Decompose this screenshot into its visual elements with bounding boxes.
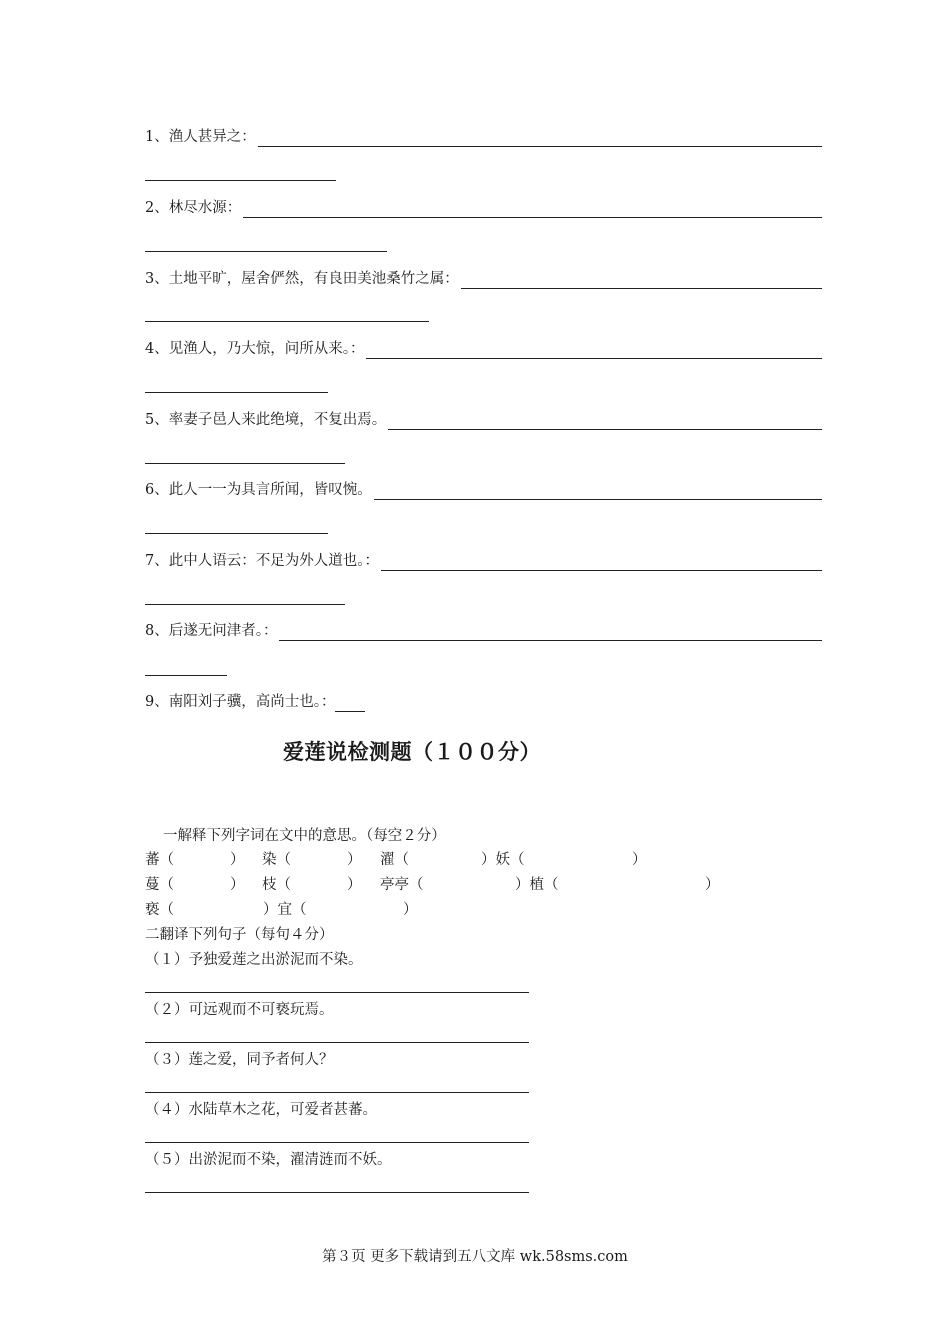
answer-line-continued[interactable]: [145, 251, 387, 252]
section1-heading: 一解释下列字词在文中的意思。（每空２分）: [163, 828, 446, 844]
answer-line-continued[interactable]: [145, 463, 345, 464]
question-8: [145, 621, 822, 641]
question-6: [145, 480, 822, 500]
answer-line[interactable]: [374, 483, 822, 500]
answer-line[interactable]: [381, 554, 822, 571]
question-text: 4、见渔人，乃大惊，问所从来。：: [145, 341, 365, 357]
question-text: 9、南阳刘子骥，高尚士也。：: [145, 694, 336, 710]
word-close: ）: [347, 852, 362, 868]
answer-line-continued[interactable]: [145, 392, 328, 393]
word-label: 染（: [262, 852, 291, 868]
answer-line[interactable]: [461, 272, 822, 289]
answer-line[interactable]: [258, 130, 822, 147]
word-label: ）植（: [515, 877, 559, 893]
word-label: ）宜（: [263, 902, 307, 918]
answer-line-continued[interactable]: [145, 533, 328, 534]
sentence-item: （１）予独爱莲之出淤泥而不染。: [145, 952, 363, 968]
word-label: ）妖（: [481, 852, 525, 868]
answer-line[interactable]: [335, 697, 365, 712]
answer-line[interactable]: [388, 413, 822, 430]
question-text: 5、率妻子邑人来此绝境，不复出焉。: [145, 412, 387, 428]
answer-line-continued[interactable]: [145, 604, 345, 605]
answer-line[interactable]: [145, 1142, 529, 1143]
section2-heading: 二翻译下列句子（每句４分）: [145, 927, 334, 943]
answer-line-continued[interactable]: [145, 675, 227, 676]
answer-line[interactable]: [279, 624, 822, 641]
word-label: 亵（: [145, 902, 174, 918]
word-label: 亭亭（: [380, 877, 424, 893]
word-close: ）: [230, 877, 245, 893]
answer-line[interactable]: [243, 201, 822, 218]
sentence-item: （３）莲之爱，同予者何人？: [145, 1052, 334, 1068]
answer-line[interactable]: [145, 992, 529, 993]
page-footer: 第３页 更多下载请到五八文库 wk.58sms.com: [322, 1249, 628, 1265]
word-close: ）: [347, 877, 362, 893]
answer-line[interactable]: [366, 342, 822, 359]
answer-line-continued[interactable]: [145, 321, 429, 322]
question-3: [145, 269, 822, 289]
question-text: 1、渔人甚异之：: [145, 129, 256, 145]
question-7: [145, 551, 822, 571]
question-9: [145, 692, 365, 712]
question-2: [145, 198, 822, 218]
sentence-item: （５）出淤泥而不染，濯清涟而不妖。: [145, 1152, 392, 1168]
question-4: [145, 339, 822, 359]
page-title: 爱莲说检测题（１００分）: [283, 740, 541, 764]
question-text: 7、此中人语云：不足为外人道也。：: [145, 553, 379, 569]
answer-line[interactable]: [145, 1192, 529, 1193]
word-close: ）: [632, 852, 647, 868]
word-label: 枝（: [262, 877, 291, 893]
question-text: 2、林尽水源：: [145, 200, 242, 216]
word-label: 蕃（: [145, 852, 174, 868]
word-label: 濯（: [380, 852, 409, 868]
sentence-item: （２）可远观而不可亵玩焉。: [145, 1002, 334, 1018]
sentence-item: （４）水陆草木之花，可爱者甚蕃。: [145, 1102, 377, 1118]
question-text: 6、此人一一为具言所闻，皆叹惋。: [145, 482, 372, 498]
word-close: ）: [230, 852, 245, 868]
question-5: [145, 410, 822, 430]
question-text: 8、后遂无问津者。：: [145, 623, 278, 639]
word-close: ）: [705, 877, 720, 893]
word-label: 蔓（: [145, 877, 174, 893]
answer-line[interactable]: [145, 1042, 529, 1043]
answer-line[interactable]: [145, 1092, 529, 1093]
word-close: ）: [403, 902, 418, 918]
answer-line-continued[interactable]: [145, 180, 336, 181]
question-1: [145, 127, 822, 147]
question-text: 3、土地平旷，屋舍俨然，有良田美池桑竹之属：: [145, 271, 459, 287]
